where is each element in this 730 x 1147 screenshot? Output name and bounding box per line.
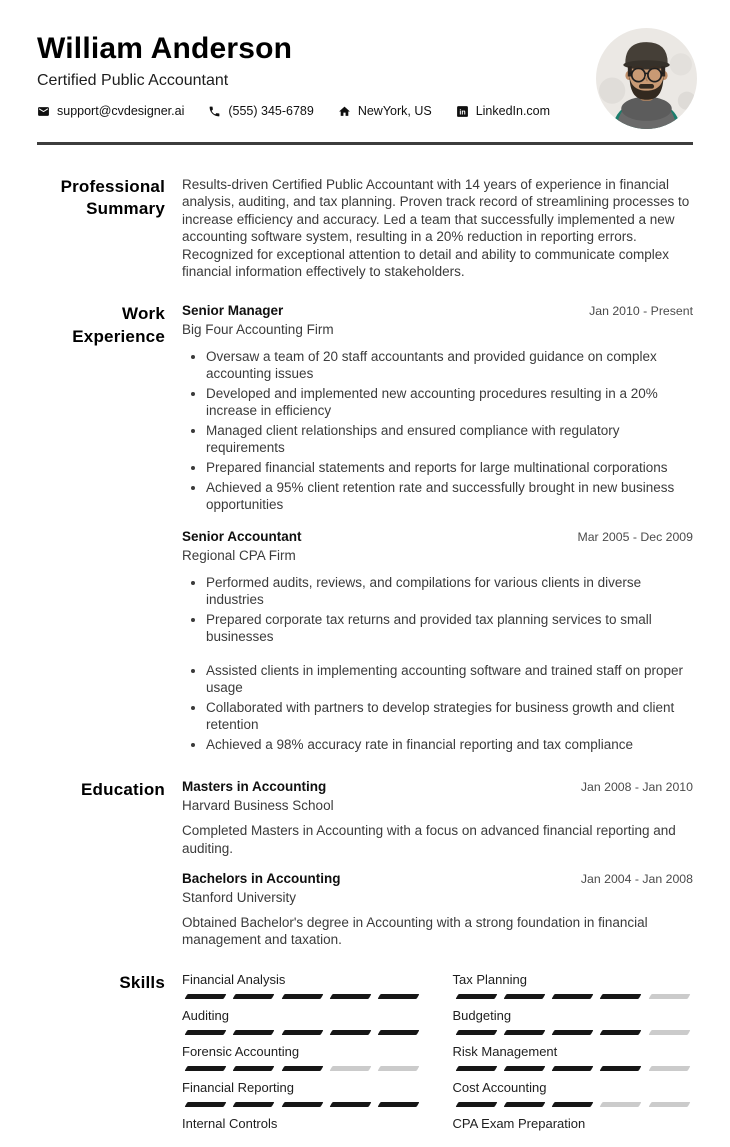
skill-segment-filled [600, 1030, 642, 1035]
skill-segment-filled [552, 1066, 594, 1071]
skill-segment-empty [648, 1030, 690, 1035]
entry-header [182, 871, 693, 886]
skill-level-bar [182, 994, 423, 999]
school-name: Stanford University [182, 889, 297, 905]
skill-item [453, 1044, 694, 1071]
svg-text:in: in [459, 108, 466, 116]
mail-icon [37, 105, 50, 118]
job-bullet: • Prepared corporate tax returns and provided tax planning services to small businesses [206, 611, 693, 645]
job-title: Senior Accountant [182, 529, 302, 545]
skill-level-bar [182, 1066, 423, 1071]
skill-item [453, 972, 694, 999]
skill-segment-filled [233, 994, 275, 999]
degree-title: Masters in Accounting [182, 779, 327, 795]
skill-segment-filled [233, 1030, 275, 1035]
skill-segment-empty [329, 1066, 371, 1071]
contact-mail[interactable] [37, 104, 184, 118]
skill-segment-filled [503, 1066, 545, 1071]
education-entry [182, 871, 693, 949]
entry-dates: Mar 2005 - Dec 2009 [577, 530, 693, 545]
skill-name: Internal Controls [182, 1115, 278, 1131]
skill-segment-filled [503, 1030, 545, 1035]
skill-segment-empty [648, 994, 690, 999]
job-bullet: • Performed audits, reviews, and compilations for various clients in diverse industries [206, 574, 693, 608]
skill-segment-filled [455, 1102, 497, 1107]
skill-level-bar [182, 1102, 423, 1107]
education-entry [182, 779, 693, 857]
skill-level-bar [453, 1102, 694, 1107]
skill-name: Forensic Accounting [182, 1043, 300, 1059]
contact-text: NewYork, US [357, 104, 432, 118]
entry-dates: Jan 2008 - Jan 2010 [580, 780, 693, 795]
skill-segment-filled [233, 1066, 275, 1071]
skill-name: Risk Management [452, 1043, 558, 1059]
skill-segment-filled [378, 1102, 420, 1107]
skill-item [453, 1008, 694, 1035]
home-icon [338, 105, 351, 118]
education-entries [182, 779, 693, 948]
skill-segment-filled [455, 1030, 497, 1035]
section-professional-summary [37, 176, 693, 280]
skill-segment-filled [329, 994, 371, 999]
work-entry [182, 303, 693, 513]
section-work-experience [37, 303, 693, 756]
contact-linkedin[interactable] [456, 104, 550, 118]
skill-segment-filled [281, 1030, 323, 1035]
entry-dates: Jan 2004 - Jan 2008 [580, 871, 693, 886]
section-label-education: Education [81, 780, 165, 800]
entry-dates: Jan 2010 - Present [589, 304, 693, 319]
job-bullet: • Collaborated with partners to develop strategies for business growth and client retention [206, 699, 693, 733]
job-company: Regional CPA Firm [182, 548, 296, 564]
job-bullet-list [182, 574, 693, 753]
skill-segment-filled [329, 1030, 371, 1035]
job-bullet: • Oversaw a team of 20 staff accountants and provided guidance on complex accounting issues [206, 348, 693, 382]
job-company: Big Four Accounting Firm [182, 322, 334, 338]
skill-segment-empty [378, 1066, 420, 1071]
education-description: Completed Masters in Accounting with a focus on advanced financial reporting and auditing. [182, 823, 676, 856]
job-bullet: • Achieved a 95% client retention rate and successfully brought in new business opportunities [206, 479, 693, 513]
job-bullet: • Assisted clients in implementing accounting software and trained staff on proper usage [206, 662, 693, 696]
skill-segment-filled [503, 1102, 545, 1107]
entry-header [182, 779, 693, 794]
skill-level-bar [453, 1030, 694, 1035]
skill-segment-empty [648, 1066, 690, 1071]
work-entries [182, 303, 693, 756]
skill-level-bar [453, 1066, 694, 1071]
skill-name: Budgeting [452, 1007, 512, 1023]
skill-segment-filled [378, 1030, 420, 1035]
skill-segment-filled [281, 1102, 323, 1107]
person-job-title: Certified Public Accountant [37, 72, 229, 89]
skill-segment-filled [600, 1066, 642, 1071]
skill-segment-filled [552, 1102, 594, 1107]
skill-segment-filled [503, 994, 545, 999]
skill-level-bar [182, 1030, 423, 1035]
skill-segment-filled [455, 1066, 497, 1071]
section-education [37, 779, 693, 948]
section-label-work-experience: Work Experience [72, 304, 165, 346]
skill-segment-filled [455, 994, 497, 999]
job-bullet: • Developed and implemented new accounting procedures resulting in a 20% increase in efficiency [206, 385, 693, 419]
job-bullet: • Prepared financial statements and reports for large multinational corporations [206, 459, 693, 476]
skill-segment-filled [185, 994, 227, 999]
contact-phone[interactable] [208, 104, 313, 118]
skill-level-bar [453, 994, 694, 999]
job-bullet: • Achieved a 98% accuracy rate in financial reporting and tax compliance [206, 736, 693, 753]
skill-name: Financial Reporting [182, 1079, 295, 1095]
entry-header [182, 529, 693, 544]
person-name: William Anderson [37, 32, 293, 65]
skill-segment-filled [552, 1030, 594, 1035]
section-label-professional-summary: Professional Summary [60, 177, 165, 219]
entry-header [182, 303, 693, 318]
skill-segment-filled [378, 994, 420, 999]
degree-title: Bachelors in Accounting [182, 870, 341, 886]
education-description: Obtained Bachelor's degree in Accounting with a strong foundation in financial management and taxation. [182, 914, 648, 948]
skill-item [453, 1116, 694, 1138]
skill-segment-filled [329, 1102, 371, 1107]
contact-text: LinkedIn.com [475, 104, 551, 118]
school-name: Harvard Business School [182, 798, 334, 814]
work-entry [182, 529, 693, 753]
skill-segment-empty [648, 1102, 690, 1107]
skill-name: Tax Planning [452, 971, 527, 987]
contact-row [37, 104, 550, 118]
skill-item [182, 972, 423, 999]
skill-segment-filled [281, 1066, 323, 1071]
skill-name: CPA Exam Preparation [452, 1115, 586, 1131]
skill-name: Financial Analysis [182, 971, 286, 987]
skill-segment-filled [600, 994, 642, 999]
header-identity [37, 28, 550, 118]
skill-item [453, 1080, 694, 1107]
skill-segment-filled [281, 994, 323, 999]
section-skills [37, 972, 693, 1147]
job-title: Senior Manager [182, 303, 284, 319]
phone-icon [208, 105, 221, 118]
summary-text: Results-driven Certified Public Accountant with 14 years of experience in financial analysis, auditing, and tax planning. Proven track record of streamlining processes to increase efficiency and accuracy. Led a team that successfully implemented a new accounting software system, resulting in a 20% reduction in reporting errors. Recognized for exceptional attention to detail and ability to communicate complex financial information effectively to stakeholders. [182, 177, 690, 280]
contact-home[interactable] [338, 104, 432, 118]
skill-item [182, 1116, 423, 1138]
skill-name: Cost Accounting [452, 1079, 547, 1095]
linkedin-icon [456, 105, 469, 118]
job-bullet-list [182, 348, 693, 513]
skill-segment-filled [185, 1030, 227, 1035]
job-bullet: • Managed client relationships and ensured compliance with regulatory requirements [206, 422, 693, 456]
contact-text: (555) 345-6789 [228, 104, 314, 118]
skill-segment-filled [552, 994, 594, 999]
section-label-skills: Skills [119, 972, 165, 992]
skill-name: Auditing [182, 1007, 229, 1023]
skill-item [182, 1008, 423, 1035]
skill-segment-empty [600, 1102, 642, 1107]
skill-item [182, 1044, 423, 1071]
contact-text: support@cvdesigner.ai [57, 104, 185, 118]
resume-body [0, 145, 730, 1147]
skill-segment-filled [185, 1102, 227, 1107]
avatar [596, 28, 697, 129]
skills-grid [182, 972, 693, 1147]
skill-item [182, 1080, 423, 1107]
skill-segment-filled [185, 1066, 227, 1071]
resume-header [0, 0, 730, 129]
skill-segment-filled [233, 1102, 275, 1107]
